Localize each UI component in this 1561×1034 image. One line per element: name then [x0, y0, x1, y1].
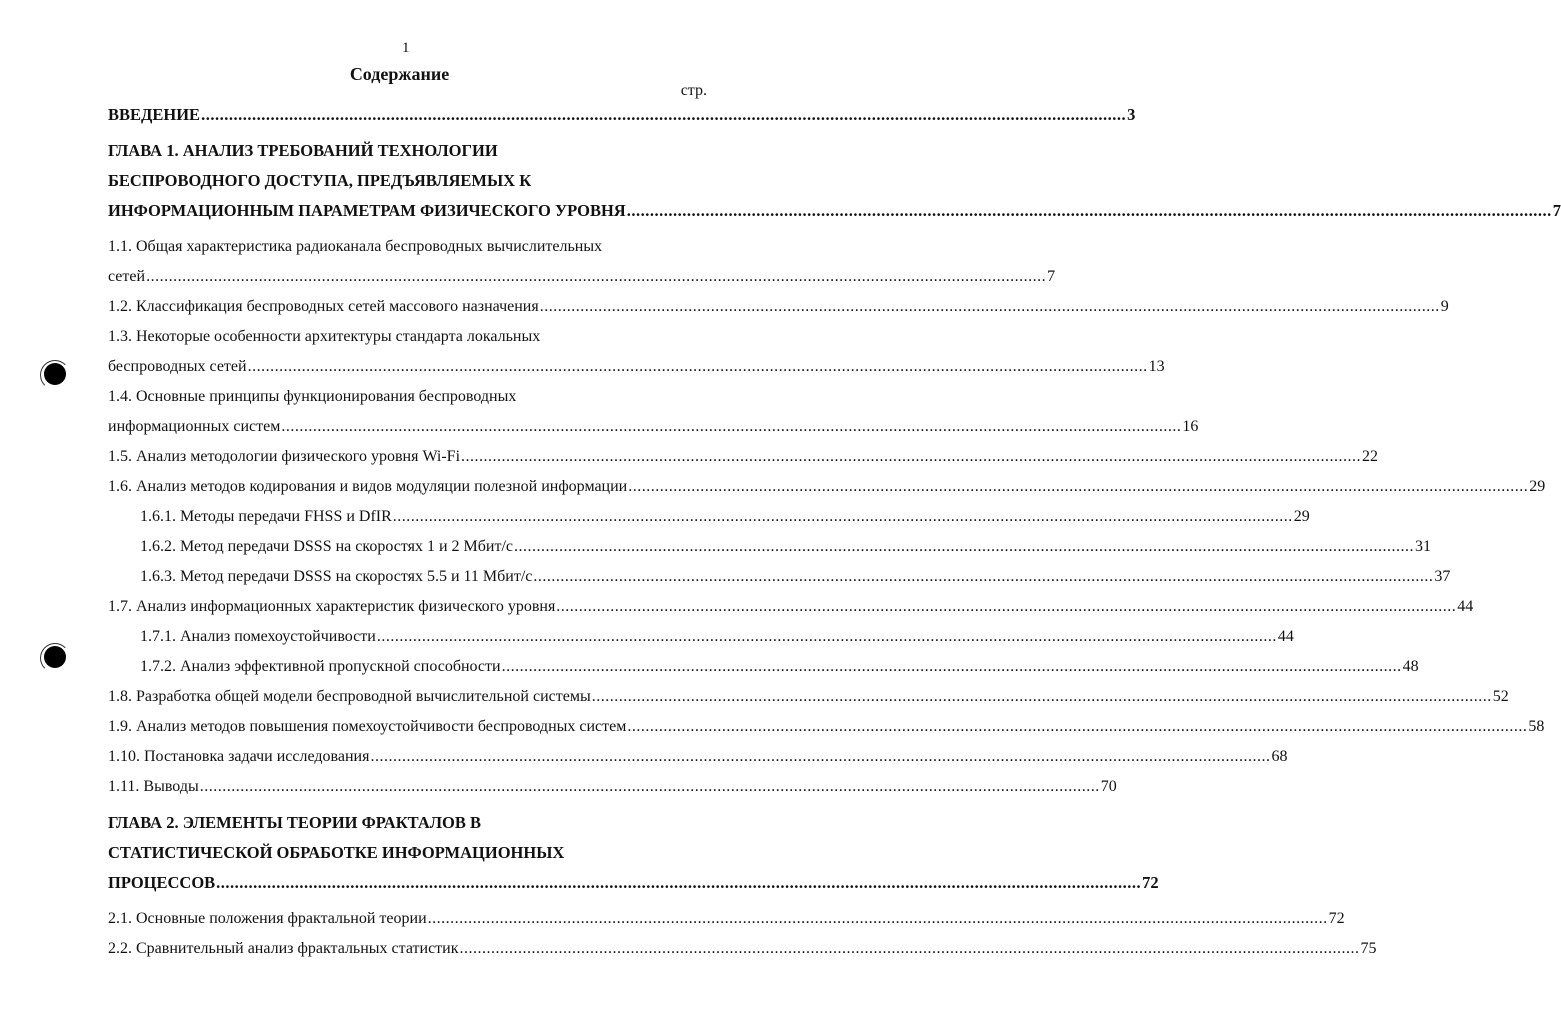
chapter-2-heading-line[interactable]: СТАТИСТИЧЕСКОЙ ОБРАБОТКЕ ИНФОРМАЦИОННЫХ: [108, 843, 565, 862]
toc-entry-1-6-1[interactable]: 1.6.1. Методы передачи FHSS и DfIR ..... 29: [108, 502, 717, 532]
toc-entry-chapter-1[interactable]: ИНФОРМАЦИОННЫМ ПАРАМЕТРАМ ФИЗИЧЕСКОГО УРОВНЯ ..... 7: [108, 196, 717, 226]
chapter-1-heading-line[interactable]: ГЛАВА 1. АНАЛИЗ ТРЕБОВАНИЙ ТЕХНОЛОГИИ: [108, 141, 498, 160]
punch-hole-icon: [44, 646, 66, 668]
toc-entry-1-6-2[interactable]: 1.6.2. Метод передачи DSSS на скоростях 1 и 2 Мбит/с ..... 31: [108, 532, 717, 562]
punch-hole-icon: [44, 363, 66, 385]
toc-entry-1-7-1[interactable]: 1.7.1. Анализ помехоустойчивости ..... 44: [108, 622, 717, 652]
page-title: Содержание: [349, 64, 450, 84]
toc-entry-1-4-line[interactable]: 1.4. Основные принципы функционирования беспроводных: [108, 388, 517, 405]
toc-entry-chapter-2[interactable]: ПРОЦЕССОВ ..... 72: [108, 868, 717, 898]
chapter-2-heading-line[interactable]: ГЛАВА 2. ЭЛЕМЕНТЫ ТЕОРИИ ФРАКТАЛОВ В: [108, 813, 482, 832]
page-column-label: стр.: [680, 82, 707, 99]
toc-entry-1-3-line[interactable]: 1.3. Некоторые особенности архитектуры стандарта локальных: [108, 328, 541, 345]
toc-entry-2-1[interactable]: 2.1. Основные положения фрактальной теории ..... 72: [108, 904, 717, 934]
toc-entry-1-7[interactable]: 1.7. Анализ информационных характеристик физического уровня ..... 44: [108, 592, 717, 622]
toc-entry-1-6[interactable]: 1.6. Анализ методов кодирования и видов модуляции полезной информации ..... 29: [108, 472, 717, 502]
toc-entry-1-11[interactable]: 1.11. Выводы ..... 70: [108, 772, 717, 802]
toc-entry-1-7-2[interactable]: 1.7.2. Анализ эффективной пропускной способности ..... 48: [108, 652, 717, 682]
toc-entry-1-6-3[interactable]: 1.6.3. Метод передачи DSSS на скоростях 5.5 и 11 Мбит/с ..... 37: [108, 562, 717, 592]
toc-entry-2-2[interactable]: 2.2. Сравнительный анализ фрактальных статистик ..... 75: [108, 934, 717, 964]
toc-entry-1-1-line[interactable]: 1.1. Общая характеристика радиоканала беспроводных вычислительных: [108, 238, 603, 255]
toc-entry-1-8[interactable]: 1.8. Разработка общей модели беспроводной вычислительной системы ..... 52: [108, 682, 717, 712]
toc-entry-1-9[interactable]: 1.9. Анализ методов повышения помехоустойчивости беспроводных систем ..... 58: [108, 712, 717, 742]
toc-entry-1-4[interactable]: информационных систем ..... 16: [108, 412, 717, 442]
page-number: 1: [402, 40, 410, 56]
toc-entry-1-3[interactable]: беспроводных сетей ..... 13: [108, 352, 717, 382]
toc-entry-intro[interactable]: ВВЕДЕНИЕ ..... 3: [108, 100, 717, 130]
toc-entry-1-5[interactable]: 1.5. Анализ методологии физического уровня Wi-Fi ..... 22: [108, 442, 717, 472]
toc-entry-1-2[interactable]: 1.2. Классификация беспроводных сетей массового назначения ..... 9: [108, 292, 717, 322]
table-of-contents: [108, 100, 1561, 964]
chapter-1-heading-line[interactable]: БЕСПРОВОДНОГО ДОСТУПА, ПРЕДЪЯВЛЯЕМЫХ К: [108, 171, 532, 190]
toc-entry-1-10[interactable]: 1.10. Постановка задачи исследования ..... 68: [108, 742, 717, 772]
toc-entry-1-1[interactable]: сетей ..... 7: [108, 262, 717, 292]
